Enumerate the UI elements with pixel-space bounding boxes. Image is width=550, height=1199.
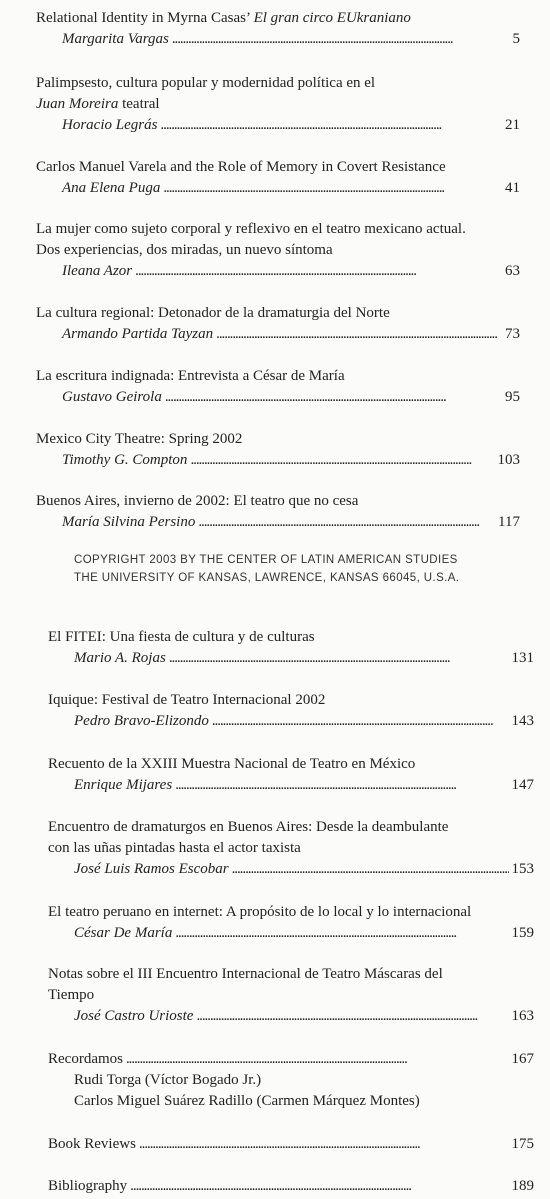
copyright-line: COPYRIGHT 2003 BY THE CENTER OF LATIN AMERICAN STUDIES (74, 554, 458, 566)
entry-author: Timothy G. Compton (62, 452, 188, 468)
dot-leader (169, 648, 509, 669)
toc-entry[interactable] (48, 754, 534, 796)
entry-title-cont: Tiempo (48, 987, 95, 1003)
entry-title: Mexico City Theatre: Spring 2002 (36, 431, 243, 447)
entry-title: Relational Identity in Myrna Casas’ El gran circo EUkraniano (36, 10, 411, 26)
entry-page: 73 (505, 326, 520, 342)
toc-entry[interactable] (48, 902, 534, 944)
entry-page: 63 (505, 263, 520, 279)
entry-title: La cultura regional: Detonador de la dramaturgia del Norte (36, 305, 390, 321)
entry-author: Ileana Azor (62, 263, 133, 279)
entry-author: Margarita Vargas (62, 31, 169, 47)
entry-title: Carlos Manuel Varela and the Role of Memory in Covert Resistance (36, 159, 446, 175)
toc-entry[interactable] (36, 219, 520, 282)
entry-author: Enrique Mijares (74, 777, 173, 793)
toc-entry[interactable] (48, 817, 534, 880)
entry-page: 41 (505, 180, 520, 196)
dot-leader (135, 261, 502, 282)
entry-author: José Luis Ramos Escobar (74, 861, 229, 877)
entry-page: 5 (512, 31, 520, 47)
entry-author: Mario A. Rojas (74, 650, 166, 666)
entry-title: El FITEI: Una fiesta de cultura y de culturas (48, 629, 315, 645)
entry-title: Recuento de la XXIII Muestra Nacional de Teatro en México (48, 756, 416, 772)
entry-title: Palimpsesto, cultura popular y modernidad política en el (36, 75, 376, 91)
entry-page: 175 (511, 1136, 534, 1152)
entry-author: Ana Elena Puga (62, 180, 161, 196)
entry-title: Bibliography (48, 1178, 128, 1194)
toc-entry[interactable] (36, 303, 520, 345)
toc-entry[interactable] (36, 491, 520, 533)
copyright-notice (74, 551, 459, 587)
entry-title-cont: Dos experiencias, dos miradas, un nuevo síntoma (36, 242, 333, 258)
entry-page: 117 (498, 514, 520, 530)
dot-leader (165, 387, 502, 408)
entry-page: 131 (511, 650, 534, 666)
entry-author: César De María (74, 925, 173, 941)
toc-entry[interactable] (36, 73, 520, 136)
dot-leader (160, 115, 502, 136)
dot-leader (175, 923, 508, 944)
toc-entry[interactable] (48, 627, 534, 669)
entry-page: 159 (511, 925, 534, 941)
entry-title: Book Reviews (48, 1136, 136, 1152)
dot-leader (139, 1134, 509, 1155)
dot-leader (232, 859, 509, 880)
entry-page: 189 (511, 1178, 534, 1194)
entry-page: 163 (511, 1008, 534, 1024)
entry-title: La mujer como sujeto corporal y reflexivo en el teatro mexicano actual. (36, 221, 466, 237)
toc-entry[interactable] (36, 157, 520, 199)
entry-author: Horacio Legrás (62, 117, 158, 133)
dot-leader (190, 450, 494, 471)
entry-page: 21 (505, 117, 520, 133)
entry-title: Iquique: Festival de Teatro Internacional 2002 (48, 692, 326, 708)
dot-leader (130, 1176, 508, 1197)
dot-leader (212, 711, 509, 732)
entry-title: Encuentro de dramaturgos en Buenos Aires: Desde la deambulante (48, 819, 449, 835)
entry-page: 153 (511, 861, 534, 877)
entry-subline: Rudi Torga (Víctor Bogado Jr.) (74, 1072, 262, 1088)
dot-leader (163, 178, 502, 199)
toc-entry[interactable] (48, 690, 534, 732)
entry-author: Armando Partida Tayzan (62, 326, 214, 342)
dot-leader (198, 512, 495, 533)
dot-leader (216, 324, 502, 345)
entry-page: 147 (511, 777, 534, 793)
copyright-line: THE UNIVERSITY OF KANSAS, LAWRENCE, KANSAS 66045, U.S.A. (74, 572, 460, 584)
entry-title: La escritura indignada: Entrevista a César de María (36, 368, 345, 384)
toc-entry[interactable] (36, 366, 520, 408)
dot-leader (175, 775, 508, 796)
entry-title: El teatro peruano en internet: A propósito de lo local y lo internacional (48, 904, 472, 920)
entry-author: Pedro Bravo-Elizondo (74, 713, 209, 729)
toc-entry[interactable] (48, 1134, 534, 1155)
dot-leader (196, 1006, 508, 1027)
entry-page: 167 (511, 1051, 534, 1067)
entry-title: Notas sobre el III Encuentro Internacional de Teatro Máscaras del (48, 966, 443, 982)
dot-leader (126, 1049, 509, 1070)
entry-subline: Carlos Miguel Suárez Radillo (Carmen Márquez Montes) (74, 1093, 420, 1109)
toc-entry[interactable] (48, 964, 534, 1027)
entry-author: José Castro Urioste (74, 1008, 194, 1024)
entry-title: Buenos Aires, invierno de 2002: El teatro que no cesa (36, 493, 359, 509)
toc-entry[interactable] (36, 8, 520, 50)
dot-leader (172, 29, 510, 50)
entry-author: Gustavo Geirola (62, 389, 162, 405)
entry-author: María Silvina Persino (62, 514, 196, 530)
entry-title-cont: Juan Moreira teatral (36, 96, 160, 112)
toc-entry[interactable] (48, 1176, 534, 1197)
entry-title: Recordamos (48, 1051, 123, 1067)
entry-page: 143 (511, 713, 534, 729)
toc-entry[interactable] (48, 1049, 534, 1112)
entry-page: 103 (497, 452, 520, 468)
toc-entry[interactable] (36, 429, 520, 471)
entry-page: 95 (505, 389, 520, 405)
entry-title-cont: con las uñas pintadas hasta el actor taxista (48, 840, 301, 856)
